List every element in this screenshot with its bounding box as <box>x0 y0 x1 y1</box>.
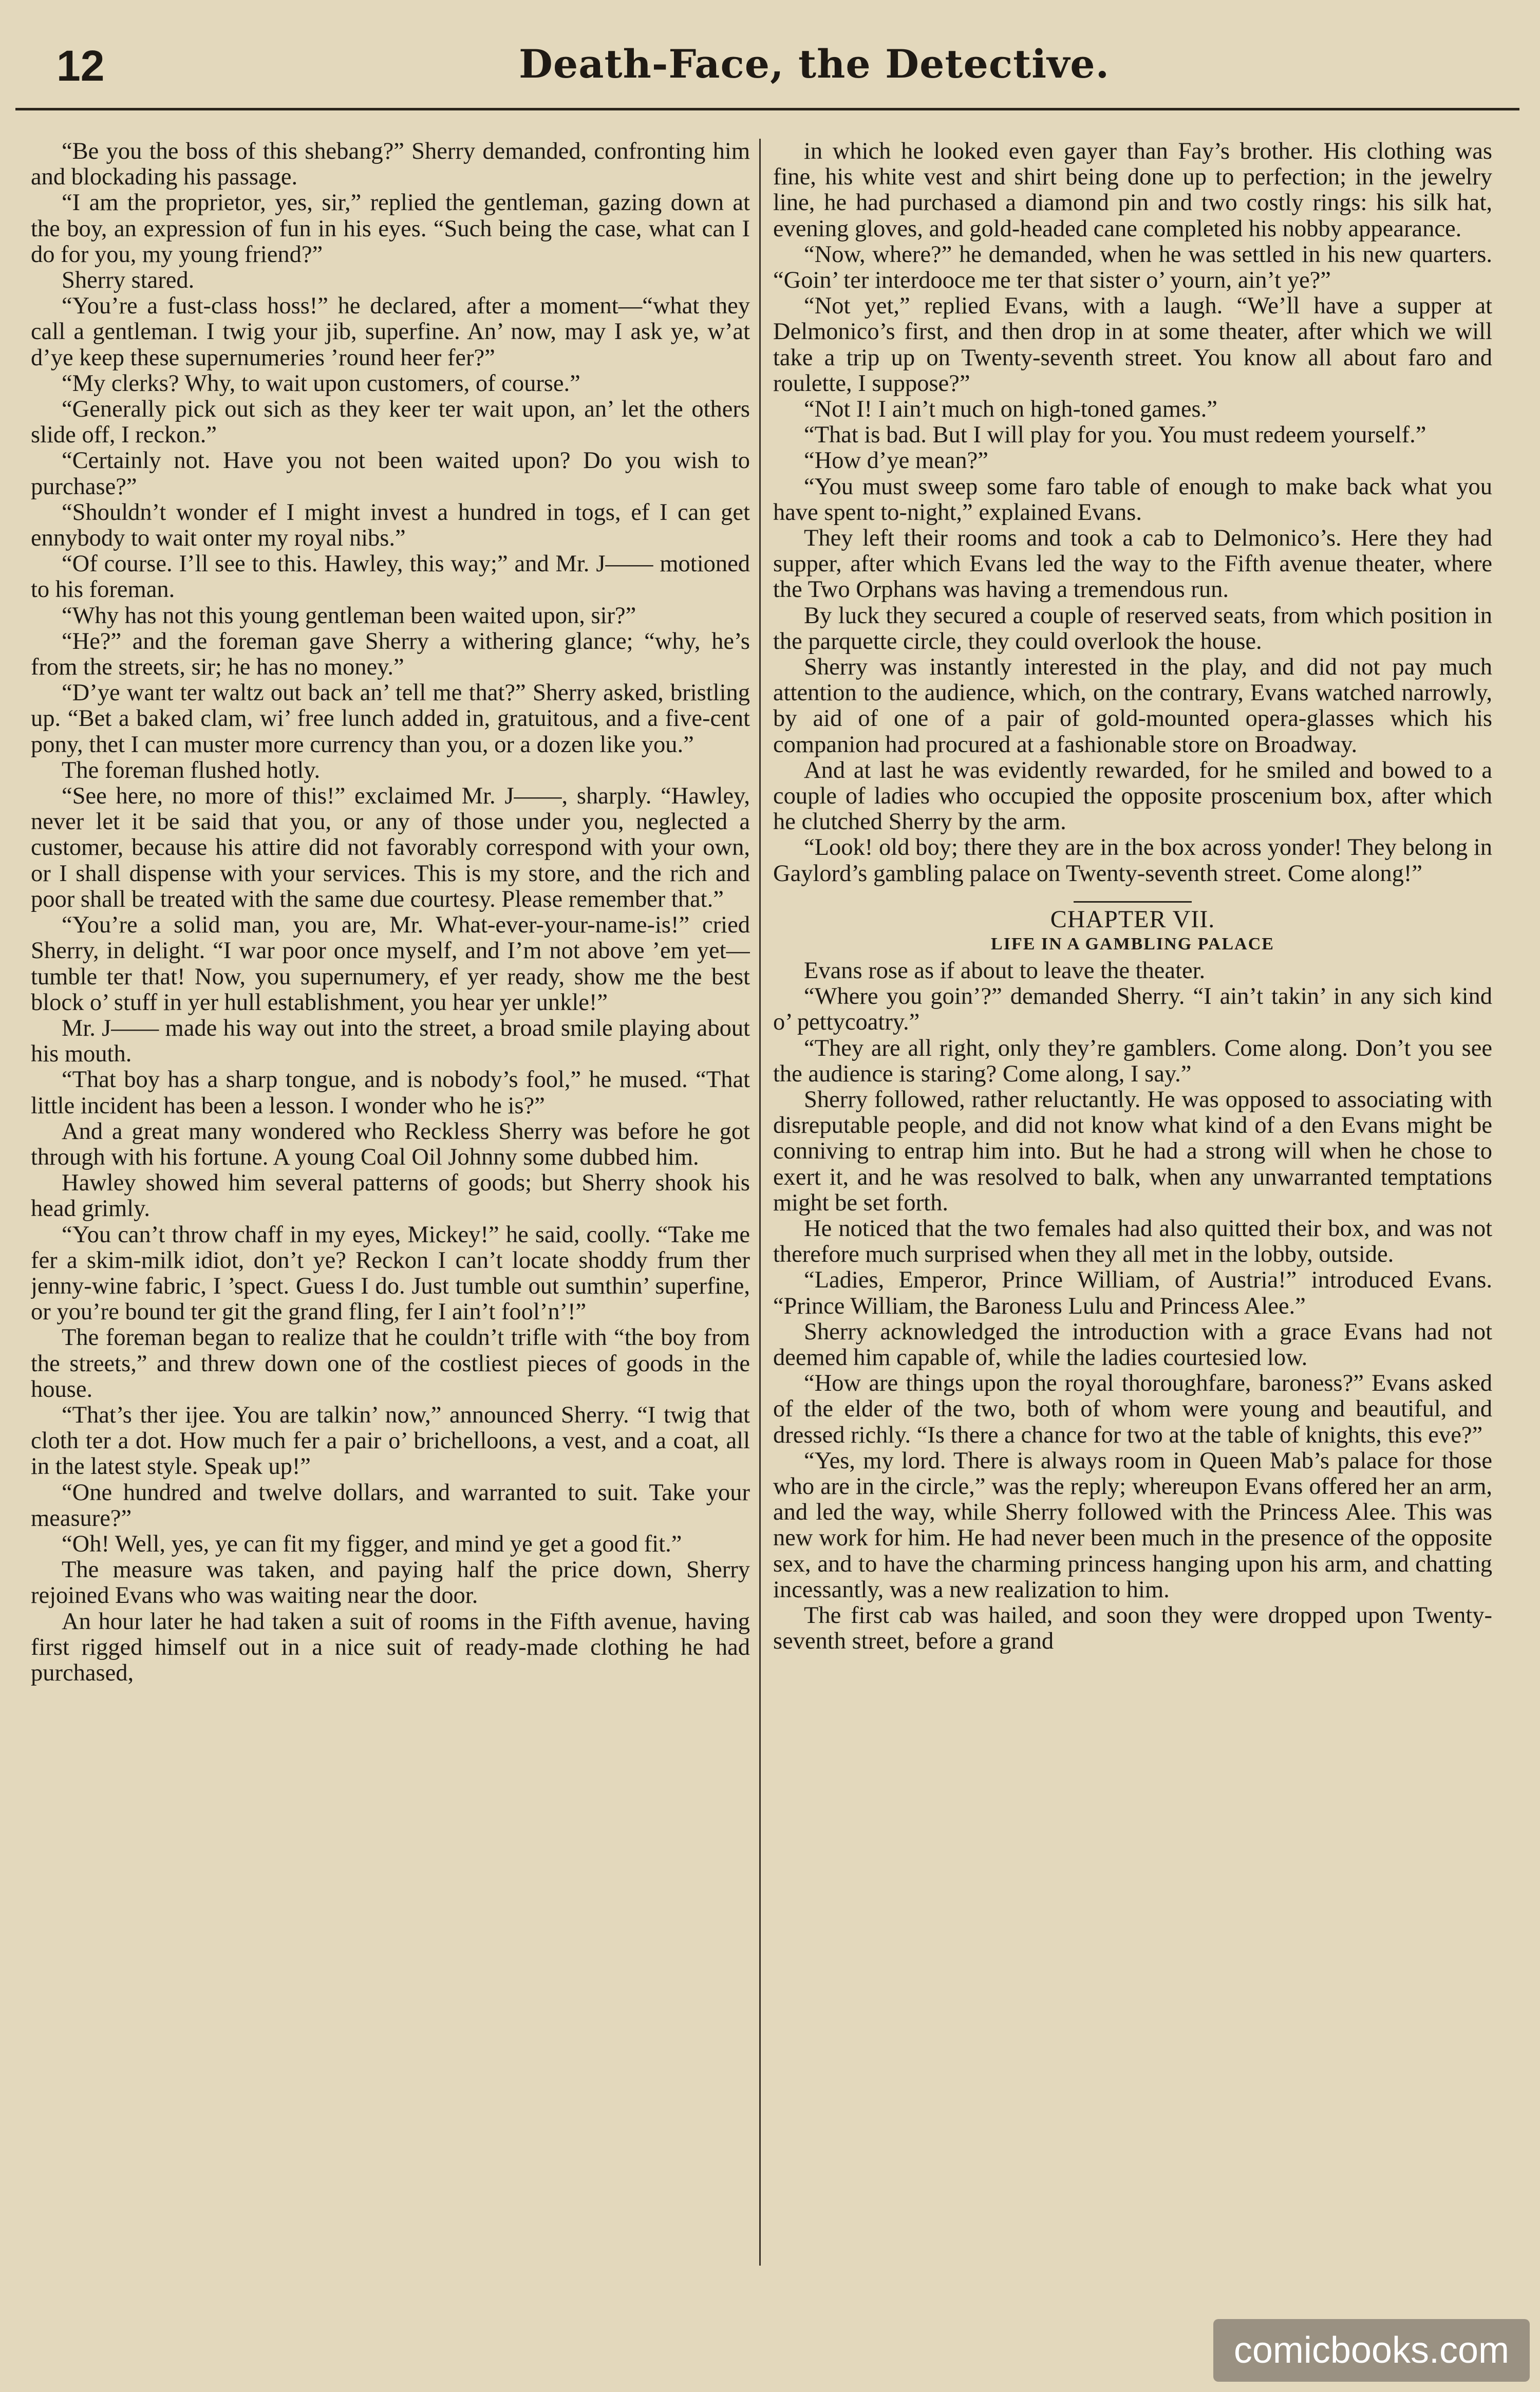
paragraph: “Not yet,” replied Evans, with a laugh. “We’ll have a supper at Delmonico’s first, and then drop in at some theater, after which we will take a trip up on Twenty-seventh street. You know all about faro and roulette, I suppose?” <box>773 293 1492 397</box>
paragraph: The foreman flushed hotly. <box>62 757 321 783</box>
paragraph: “I am the proprietor, yes, sir,” replied the gentleman, gazing down at the boy, an expression of fun in his eyes. “Such being the case, what can I do for you, my young friend?” <box>31 190 750 268</box>
right-column <box>773 139 1492 2266</box>
paragraph: “How d’ye mean?” <box>804 447 988 474</box>
paragraph: “Be you the boss of this shebang?” Sherry demanded, confronting him and blockading his passage. <box>31 139 750 191</box>
paragraph: in which he looked even gayer than Fay’s brother. His clothing was fine, his white vest and shirt being done up to perfection; in the jewelry line, he had purchased a diamond pin and two costly rings: his silk hat, evening gloves, and gold-headed cane completed his nobby appearance. <box>773 139 1492 242</box>
paragraph: Sherry stared. <box>62 267 195 294</box>
paragraph: “You must sweep some faro table of enough to make back what you have spent to-night,” explained Evans. <box>773 473 1492 526</box>
watermark-logo: comicbooks.com <box>1213 2319 1530 2382</box>
paragraph: An hour later he had taken a suit of rooms in the Fifth avenue, having first rigged himself out in a nice suit of ready-made clothing he had purchased, <box>31 1608 750 1686</box>
paragraph: The foreman began to realize that he couldn’t trifle with “the boy from the streets,” and threw down one of the costliest pieces of goods in the house. <box>31 1324 750 1403</box>
left-column <box>31 139 750 2266</box>
paragraph: “You can’t throw chaff in my eyes, Mickey!” he said, coolly. “Take me fer a skim-milk idiot, don’t ye? Reckon I can’t locate shoddy frum ther jenny-wine fabric, I ’spect. Guess I do. Just tumble out sumthin’ superfine, or you’re bound ter git the grand fling, fer I ain’t fool’n’!” <box>31 1221 750 1325</box>
chapter-subtitle: LIFE IN A GAMBLING PALACE <box>991 934 1274 954</box>
paragraph: “He?” and the foreman gave Sherry a withering glance; “why, he’s from the streets, sir; he has no money.” <box>31 628 750 681</box>
paragraph: Hawley showed him several patterns of goods; but Sherry shook his head grimly. <box>31 1170 750 1222</box>
paragraph: “Shouldn’t wonder ef I might invest a hundred in togs, ef I can get ennybody to wait onter my royal nibs.” <box>31 499 750 552</box>
paragraph: “One hundred and twelve dollars, and warranted to suit. Take your measure?” <box>31 1479 750 1531</box>
paragraph: The measure was taken, and paying half the price down, Sherry rejoined Evans who was waiting near the door. <box>31 1557 750 1609</box>
header-rule <box>15 108 1519 110</box>
paragraph: And at last he was evidently rewarded, for he smiled and bowed to a couple of ladies who occupied the opposite proscenium box, after which he clutched Sherry by the arm. <box>773 757 1492 835</box>
paragraph: And a great many wondered who Reckless Sherry was before he got through with his fortune. A young Coal Oil Johnny some dubbed him. <box>31 1118 750 1170</box>
paragraph: “That boy has a sharp tongue, and is nobody’s fool,” he mused. “That little incident has been a lesson. I wonder who he is?” <box>31 1067 750 1119</box>
paragraph: “Look! old boy; there they are in the box across yonder! They belong in Gaylord’s gambling palace on Twenty-seventh street. Come along!” <box>773 834 1492 887</box>
paragraph: Sherry was instantly interested in the play, and did not pay much attention to the audience, which, on the contrary, Evans watched narrowly, by aid of one of a pair of gold-mounted opera-glasses which his companion had procured at a fashionable store on Broadway. <box>773 654 1492 758</box>
paragraph: “Oh! Well, yes, ye can fit my figger, and mind ye get a good fit.” <box>62 1530 682 1557</box>
page-number: 12 <box>57 42 105 90</box>
paragraph: “Of course. I’ll see to this. Hawley, this way;” and Mr. J—— motioned to his foreman. <box>31 551 750 603</box>
paragraph: “My clerks? Why, to wait upon customers, of course.” <box>62 370 580 397</box>
paragraph: “How are things upon the royal thoroughfare, baroness?” Evans asked of the elder of the two, both of whom were young and beautiful, and dressed richly. “Is there a chance for two at the table of knights, this eve?” <box>773 1370 1492 1448</box>
paragraph: By luck they secured a couple of reserved seats, from which position in the parquette circle, they could overlook the house. <box>773 602 1492 655</box>
paragraph: “Certainly not. Have you not been waited upon? Do you wish to purchase?” <box>31 447 750 500</box>
paragraph: “Where you goin’?” demanded Sherry. “I ain’t takin’ in any sich kind o’ pettycoatry.” <box>773 983 1492 1036</box>
paragraph: “D’ye want ter waltz out back an’ tell me that?” Sherry asked, bristling up. “Bet a baked clam, wi’ free lunch added in, gratuitous, and a five-cent pony, thet I can muster more currency than you, or a dozen like you.” <box>31 680 750 758</box>
paragraph: “You’re a solid man, you are, Mr. What-ever-your-name-is!” cried Sherry, in delight. “I war poor once myself, and I’m not above ’em yet—tumble ter that! Now, you supernumery, ef yer ready, show me the best block o’ stuff in yer hull establishment, you hear yer unkle!” <box>31 912 750 1016</box>
paragraph: “Yes, my lord. There is always room in Queen Mab’s palace for those who are in the circle,” was the reply; whereupon Evans offered her an arm, and led the way, while Sherry followed with the Princess Alee. This was new work for him. He had never been much in the presence of the opposite sex, and to have the charming princess hanging upon his arm, and chatting incessantly, was a new realization to him. <box>773 1447 1492 1603</box>
paragraph: “See here, no more of this!” exclaimed Mr. J——, sharply. “Hawley, never let it be said that you, or any of those under you, neglected a customer, because his attire did not favorably correspond with your own, or I shall dispense with your services. This is my store, and the rich and poor shall be treated with the same due courtesy. Please remember that.” <box>31 783 750 912</box>
paragraph: “You’re a fust-class hoss!” he declared, after a moment—“what they call a gentleman. I twig your jib, superfine. An’ now, may I ask ye, w’at d’ye keep these supernumeries ’round heer fer?” <box>31 293 750 371</box>
chapter-title: CHAPTER VII. <box>1050 905 1215 933</box>
paragraph: Evans rose as if about to leave the theater. <box>804 957 1206 984</box>
paragraph: He noticed that the two females had also quitted their box, and was not therefore much surprised when they all met in the lobby, outside. <box>773 1215 1492 1268</box>
paragraph: Sherry followed, rather reluctantly. He was opposed to associating with disreputable people, and did not know what kind of a den Evans might be conniving to entrap him into. But he had a strong will when he chose to exert it, and he was resolved to balk, when any unwarranted temptations might be set forth. <box>773 1086 1492 1216</box>
paragraph: “Why has not this young gentleman been waited upon, sir?” <box>62 602 636 629</box>
paragraph: “Now, where?” he demanded, when he was settled in his new quarters. “Goin’ ter interdooce me ter that sister o’ yourn, ain’t ye?” <box>773 241 1492 294</box>
chapter-rule <box>1074 901 1192 903</box>
column-divider <box>759 139 761 2266</box>
paragraph: “That’s ther ijee. You are talkin’ now,” announced Sherry. “I twig that cloth ter a dot. How much fer a pair o’ brichelloons, a vest, and a coat, all in the latest style. Speak up!” <box>31 1401 750 1480</box>
paragraph: “Not I! I ain’t much on high-toned games.” <box>804 396 1217 423</box>
paragraph: They left their rooms and took a cab to Delmonico’s. Here they had supper, after which Evans led the way to the Fifth avenue theater, where the Two Orphans was having a tremendous run. <box>773 525 1492 603</box>
paragraph: Sherry acknowledged the introduction with a grace Evans had not deemed him capable of, while the ladies courtesied low. <box>773 1318 1492 1371</box>
paragraph: “They are all right, only they’re gamblers. Come along. Don’t you see the audience is staring? Come along, I say.” <box>773 1035 1492 1087</box>
paragraph: The first cab was hailed, and soon they were dropped upon Twenty-seventh street, before a grand <box>773 1602 1492 1655</box>
paragraph: “Ladies, Emperor, Prince William, of Austria!” introduced Evans. “Prince William, the Baroness Lulu and Princess Alee.” <box>773 1267 1492 1319</box>
paragraph: Mr. J—— made his way out into the street, a broad smile playing about his mouth. <box>31 1015 750 1068</box>
running-title: Death-Face, the Detective. <box>519 41 1110 87</box>
page-header <box>57 36 1499 103</box>
paragraph: “That is bad. But I will play for you. You must redeem yourself.” <box>804 422 1426 448</box>
chapter-heading <box>773 901 1492 955</box>
paragraph: “Generally pick out sich as they keer ter wait upon, an’ let the others slide off, I reckon.” <box>31 396 750 448</box>
